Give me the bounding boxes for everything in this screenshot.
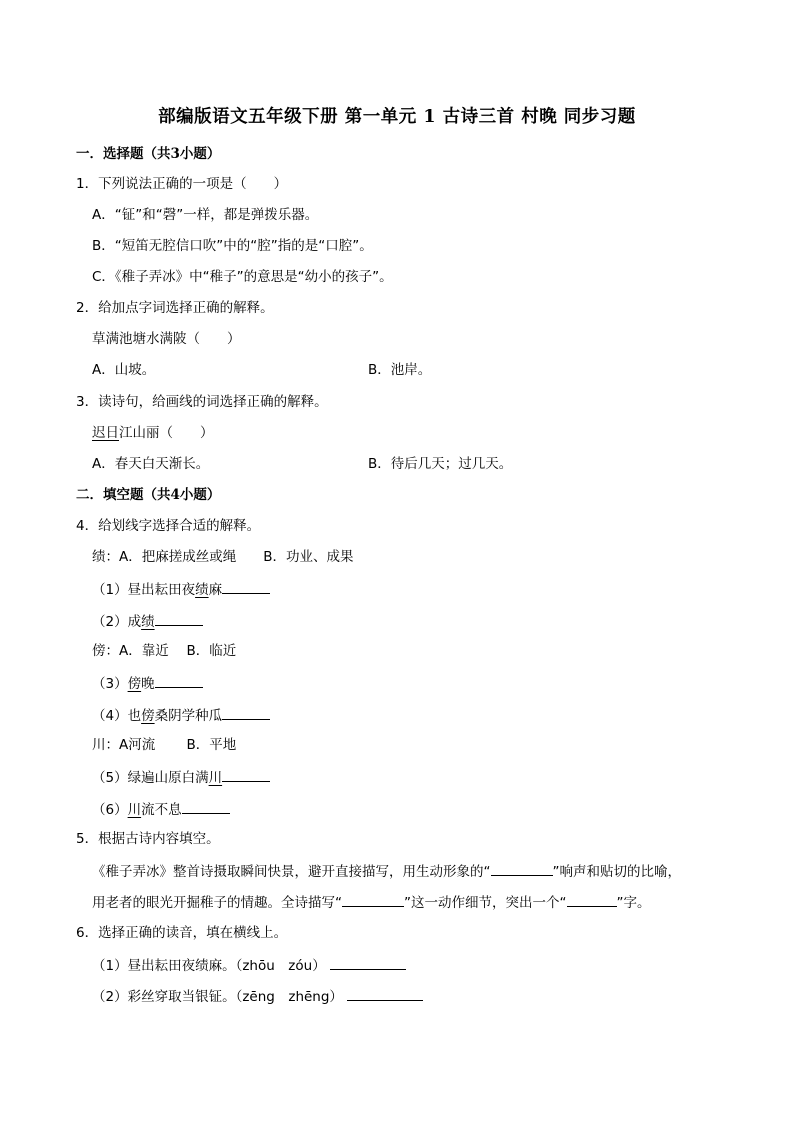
definition-ji: 绩：A．把麻搓成丝或绳 B．功业、成果 <box>92 549 354 565</box>
question-4-item-5 <box>92 767 270 787</box>
definition-chuan: 川：A河流 B．平地 <box>92 737 237 753</box>
item-text: （2）彩丝穿取当银钲。（zēng zhēng） <box>92 989 343 1005</box>
answer-blank[interactable] <box>222 705 270 720</box>
passage-text: 《稚子弄冰》整首诗摄取瞬间快景，避开直接描写，用生动形象的“ <box>92 864 491 880</box>
item-text: （6） <box>92 802 128 818</box>
underlined-char: 绩 <box>195 582 209 598</box>
question-3-option-a: A．春天白天渐长。 <box>92 456 210 472</box>
answer-blank[interactable] <box>342 892 404 907</box>
answer-blank[interactable] <box>491 861 553 876</box>
definition-bang: 傍：A．靠近 B．临近 <box>92 643 237 659</box>
page-title: 部编版语文五年级下册 第一单元 1 古诗三首 村晚 同步习题 <box>158 107 636 127</box>
answer-blank[interactable] <box>222 579 270 594</box>
question-5-stem: 5．根据古诗内容填空。 <box>76 831 220 847</box>
question-5-line-1 <box>92 861 681 881</box>
question-3-line <box>92 424 214 442</box>
item-text: （3） <box>92 676 128 692</box>
question-4-item-3 <box>92 673 203 693</box>
answer-blank[interactable] <box>155 673 203 688</box>
underlined-char: 绩 <box>141 614 155 630</box>
answer-blank[interactable] <box>567 892 617 907</box>
answer-blank[interactable] <box>155 611 203 626</box>
question-4-stem: 4．给划线字选择合适的解释。 <box>76 518 261 534</box>
item-text: 流不息 <box>141 802 182 818</box>
question-1-option-a: A．“钲”和“磬”一样，都是弹拨乐器。 <box>92 207 319 223</box>
answer-blank[interactable] <box>330 955 406 970</box>
line-text: 江山丽（ ） <box>119 425 214 441</box>
question-6-stem: 6．选择正确的读音，填在横线上。 <box>76 925 288 941</box>
question-6-item-2 <box>92 986 423 1006</box>
item-text: 桑阴学种瓜 <box>154 708 223 724</box>
question-3-stem: 3．读诗句，给画线的词选择正确的解释。 <box>76 394 328 410</box>
question-4-item-2 <box>92 611 203 631</box>
passage-text: ”字。 <box>616 895 651 911</box>
underlined-char: 川 <box>127 802 142 818</box>
question-1-option-c: C．《稚子弄冰》中“稚子”的意思是“幼小的孩子”。 <box>92 269 393 285</box>
passage-text: ”响声和贴切的比喻， <box>552 864 681 880</box>
question-6-item-1 <box>92 955 406 975</box>
underlined-char: 傍 <box>141 708 155 724</box>
question-1-option-b: B．“短笛无腔信口吹”中的“腔”指的是“口腔”。 <box>92 238 373 254</box>
underlined-char: 傍 <box>127 676 142 692</box>
question-4-item-1 <box>92 579 270 599</box>
section-heading-choice: 一．选择题（共3小题） <box>76 146 221 162</box>
answer-blank[interactable] <box>347 986 423 1001</box>
item-text: （4）也 <box>92 708 142 724</box>
question-2-option-a: A．山坡。 <box>92 362 156 378</box>
passage-text: ”这一动作细节，突出一个“ <box>404 895 567 911</box>
section-heading-fill: 二．填空题（共4小题） <box>76 487 221 503</box>
answer-blank[interactable] <box>182 799 230 814</box>
question-4-item-4 <box>92 705 270 725</box>
question-1-stem: 1．下列说法正确的一项是（ ） <box>76 176 288 192</box>
question-4-item-6 <box>92 799 230 819</box>
item-text: 晚 <box>141 676 155 692</box>
question-2-line: 草满池塘水满陂（ ） <box>92 331 241 347</box>
question-5-line-2 <box>92 892 651 912</box>
underlined-char: 川 <box>208 770 223 786</box>
passage-text: 用老者的眼光开掘稚子的情趣。全诗描写“ <box>92 895 342 911</box>
item-text: （5）绿遍山原白满 <box>92 770 209 786</box>
item-text: （2）成 <box>92 614 142 630</box>
underlined-word: 迟日 <box>92 425 119 441</box>
question-2-stem: 2．给加点字词选择正确的解释。 <box>76 300 274 316</box>
question-2-option-b: B．池岸。 <box>368 362 432 378</box>
answer-blank[interactable] <box>222 767 270 782</box>
item-text: 麻 <box>208 582 223 598</box>
question-3-option-b: B．待后几天；过几天。 <box>368 456 513 472</box>
item-text: （1）昼出耘田夜 <box>92 582 196 598</box>
item-text: （1）昼出耘田夜绩麻。（zhōu zóu） <box>92 958 326 974</box>
